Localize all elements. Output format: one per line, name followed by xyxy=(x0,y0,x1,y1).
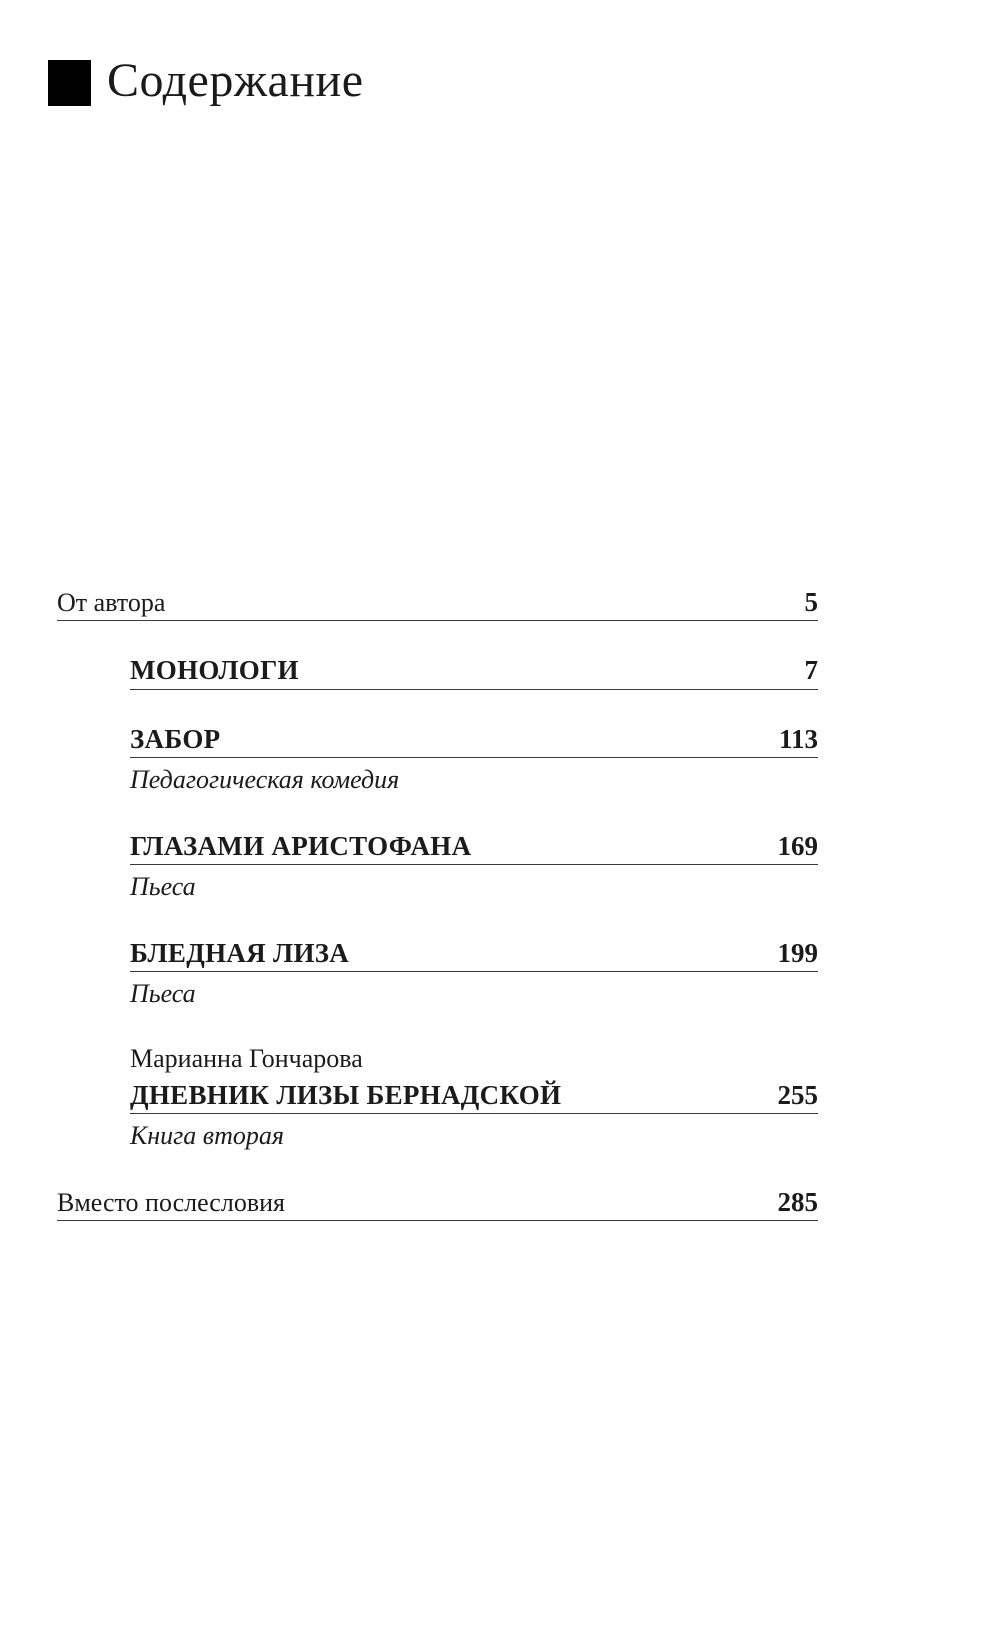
toc-entry xyxy=(57,723,818,797)
toc-entry xyxy=(57,654,818,689)
toc-entry-page-number: 7 xyxy=(804,655,818,686)
toc-row xyxy=(130,937,818,972)
toc-row xyxy=(130,654,818,689)
black-square-marker xyxy=(48,60,91,106)
toc-entry-subtitle: Книга вторая xyxy=(130,1121,284,1151)
toc-entry-page-number: 169 xyxy=(777,830,818,861)
page-header xyxy=(48,56,364,106)
toc-entry xyxy=(57,1043,818,1152)
page-title: Содержание xyxy=(107,54,364,107)
toc-row xyxy=(57,1186,818,1221)
toc-entry-title: ЗАБОР xyxy=(130,723,221,754)
toc-entry-subtitle: Пьеса xyxy=(130,978,196,1008)
toc-entry-author: Марианна Гончарова xyxy=(130,1044,363,1074)
toc-entry-subtitle: Пьеса xyxy=(130,872,196,902)
toc-entry-page-number: 255 xyxy=(777,1079,818,1110)
toc-entry-subtitle: Педагогическая комедия xyxy=(130,765,400,795)
toc-entry xyxy=(57,830,818,904)
toc-entry-title: ДНЕВНИК ЛИЗЫ БЕРНАДСКОЙ xyxy=(130,1079,562,1110)
toc-row xyxy=(130,830,818,865)
toc-row xyxy=(57,586,818,621)
toc-entry-page-number: 113 xyxy=(778,723,818,754)
toc-entry-title: БЛЕДНАЯ ЛИЗА xyxy=(130,937,350,968)
toc-entry xyxy=(57,586,818,621)
toc-entry-page-number: 5 xyxy=(804,587,818,617)
toc-entry xyxy=(57,1186,818,1221)
toc-entry-title: ГЛАЗАМИ АРИСТОФАНА xyxy=(130,830,472,861)
toc-entry-title: Вместо послесловия xyxy=(57,1187,285,1217)
table-of-contents xyxy=(57,586,818,1254)
toc-entry-title: От автора xyxy=(57,588,166,617)
toc-row xyxy=(130,1079,818,1114)
toc-row xyxy=(130,723,818,758)
toc-entry-title: МОНОЛОГИ xyxy=(130,655,299,686)
toc-entry xyxy=(57,937,818,1011)
toc-entry-page-number: 285 xyxy=(777,1186,818,1217)
toc-entry-page-number: 199 xyxy=(777,937,818,968)
